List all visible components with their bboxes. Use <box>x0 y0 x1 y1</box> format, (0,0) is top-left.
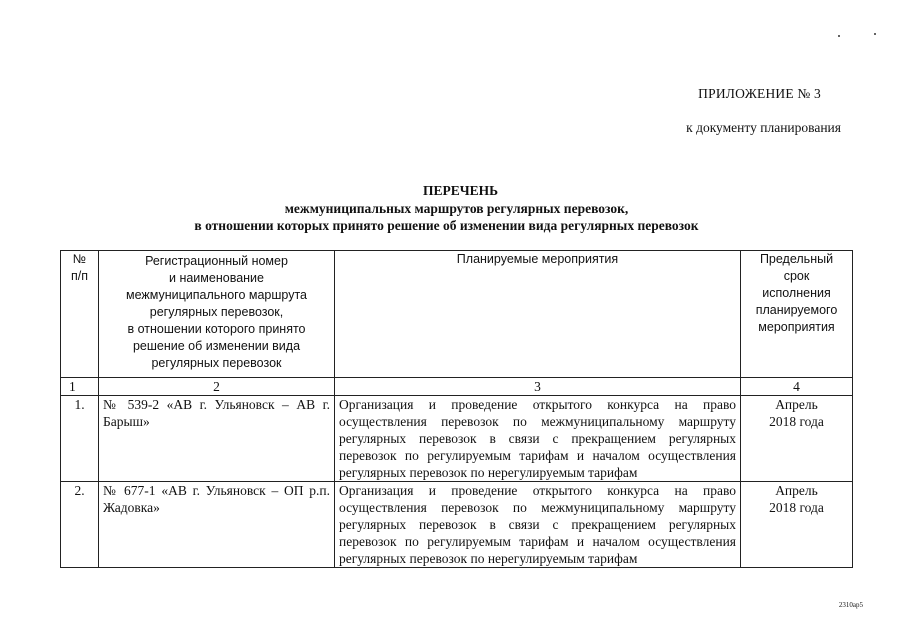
route-name: № 677-1 «АВ г. Ульяновск – ОП р.п. Жадовка» <box>99 482 335 568</box>
row-number: 1. <box>61 396 99 482</box>
document-subtitle-line-2: в отношении которых принято решение об изменении вида регулярных перевозок <box>194 218 699 233</box>
planned-activity: Организация и проведение открытого конкурса на право осуществления перевозок по межмуниципальному маршруту регулярных перевозок в связи с прекращением регулярных перевозок по регулируемым тарифам и началом осуществления регулярных перевозок по нерегулируемым тарифам <box>335 482 741 568</box>
header-route: Регистрационный номер и наименование межмуниципального маршрута регулярных перевозок, в отношении которого принято решение об изменении вида регулярных перевозок <box>99 251 335 378</box>
column-number: 3 <box>335 378 741 396</box>
table-header-row <box>61 251 853 378</box>
scan-speck <box>874 33 876 35</box>
column-number: 2 <box>99 378 335 396</box>
row-number: 2. <box>61 482 99 568</box>
column-number: 4 <box>741 378 853 396</box>
deadline: Апрель 2018 года <box>741 482 853 568</box>
deadline: Апрель 2018 года <box>741 396 853 482</box>
document-title: ПЕРЕЧЕНЬ <box>422 183 499 198</box>
route-name: № 539-2 «АВ г. Ульяновск – АВ г. Барыш» <box>99 396 335 482</box>
table-row <box>61 396 853 482</box>
header-activity: Планируемые мероприятия <box>335 251 741 378</box>
footer-code: 2310ap5 <box>838 601 863 609</box>
header-number: № п/п <box>61 251 99 378</box>
routes-table <box>60 250 853 568</box>
appendix-title: ПРИЛОЖЕНИЕ № 3 <box>698 86 821 101</box>
planned-activity: Организация и проведение открытого конкурса на право осуществления перевозок по межмуниципальному маршруту регулярных перевозок в связи с прекращением регулярных перевозок по регулируемым тарифам и началом осуществления регулярных перевозок по нерегулируемым тарифам <box>335 396 741 482</box>
table-row <box>61 482 853 568</box>
column-number: 1 <box>61 378 99 396</box>
document-subtitle-line-1: межмуниципальных маршрутов регулярных перевозок, <box>284 201 629 216</box>
appendix-subtitle: к документу планирования <box>686 120 841 135</box>
column-numbers-row <box>61 378 853 396</box>
scan-speck <box>838 35 840 37</box>
header-deadline: Предельный срок исполнения планируемого мероприятия <box>741 251 853 378</box>
